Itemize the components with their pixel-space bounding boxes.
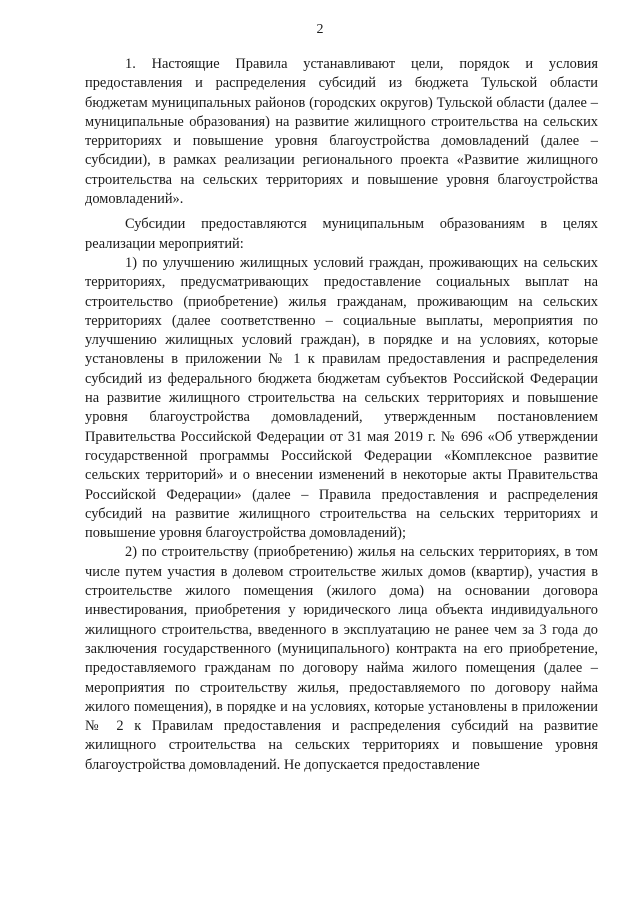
page-number: 2 — [316, 22, 324, 37]
document-body — [85, 55, 598, 775]
list-item-2: 2) по строительству (приобретению) жилья на сельских территориях, в том числе путем участия в долевом строительстве жилых домов (квартир), участия в строительстве жилого помещения (жилого дома) на основании договора инвестирования, приобретения у юридического лица объекта индивидуального жилищного строительства, введенного в эксплуатацию не ранее чем за 3 года до заключения государственного (муниципального) контракта на его приобретение, предоставляемого гражданам по договору найма жилого помещения (далее – мероприятия по строительству жилья, предоставляемого по договору найма жилого помещения), в порядке и на условиях, которые установлены в приложении № 2 к Правилам предоставления и распределения субсидий на развитие жилищного строительства на сельских территориях и повышение уровня благоустройства домовладений. Не допускается предоставление — [85, 544, 598, 773]
paragraph-subsidies-intro: Субсидии предоставляются муниципальным образованиям в целях реализации мероприятий: — [85, 216, 598, 252]
paragraph-rules-purpose: 1. Настоящие Правила устанавливают цели, порядок и условия предоставления и распределения субсидий из бюджета Тульской области бюджетам муниципальных районов (городских округов) Тульской области (далее – муниципальные образования) на развитие жилищного строительства на сельских территориях и повышение уровня благоустройства домовладений (далее – субсидии), в рамках реализации регионального проекта «Развитие жилищного строительства на сельских территориях и повышение уровня благоустройства домовладений». — [85, 56, 598, 208]
list-item-1: 1) по улучшению жилищных условий граждан, проживающих на сельских территориях, предусматривающих предоставление социальных выплат на строительство (приобретение) жилья гражданам, проживающим на сельских территориях (далее соответственно – социальные выплаты, мероприятия по улучшению жилищных условий граждан), в порядке и на условиях, которые установлены в приложении № 1 к правилам предоставления и распределения субсидий из федерального бюджета бюджетам субъектов Российской Федерации на развитие жилищного строительства на сельских территориях и повышение уровня благоустройства домовладений, утвержденным постановлением Правительства Российской Федерации от 31 мая 2019 г. № 696 «Об утверждении государственной программы Российской Федерации «Комплексное развитие сельских территорий» и о внесении изменений в некоторые акты Правительства Российской Федерации» (далее – Правила предоставления и распределения субсидий на развитие жилищного строительства на сельских территориях и повышение уровня благоустройства домовладений); — [85, 254, 598, 542]
